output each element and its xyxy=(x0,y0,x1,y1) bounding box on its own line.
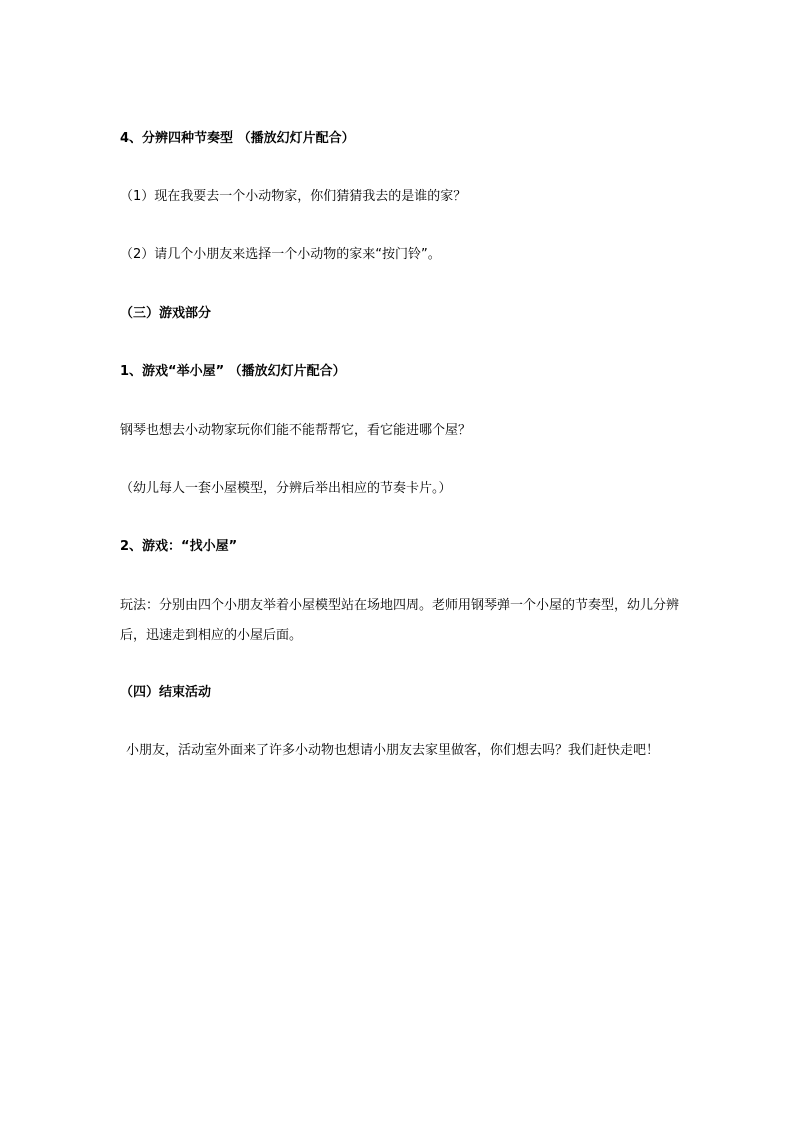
paragraph-piano-visit: 钢琴也想去小动物家玩你们能不能帮帮它，看它能进哪个屋？ xyxy=(120,423,472,438)
section-heading-game-find-house: 2、游戏：“找小屋” xyxy=(120,539,238,554)
section-heading-game-raise-house: 1、游戏“举小屋” （播放幻灯片配合） xyxy=(120,364,346,379)
section-heading-ending-activity: （四）结束活动 xyxy=(120,685,212,700)
paragraph-house-model: （幼儿每人一套小屋模型，分辨后举出相应的节奏卡片。） xyxy=(120,481,452,496)
paragraph-game-rules: 玩法：分别由四个小朋友举着小屋模型站在场地四周。老师用钢琴弹一个小屋的节奏型，幼儿分辨后，迅速走到相应的小屋后面。 xyxy=(120,598,680,643)
paragraph-closing-remarks: 小朋友，活动室外面来了许多小动物也想请小朋友去家里做客，你们想去吗？我们赶快走吧！ xyxy=(126,743,660,758)
section-heading-game-part: （三）游戏部分 xyxy=(120,306,212,321)
section-heading-distinguish-rhythms: 4、分辨四种节奏型 （播放幻灯片配合） xyxy=(120,131,355,146)
paragraph-guess-animal-home: （1）现在我要去一个小动物家，你们猜猜我去的是谁的家？ xyxy=(120,189,467,204)
paragraph-ring-doorbell: （2）请几个小朋友来选择一个小动物的家来“按门铃”。 xyxy=(120,247,441,262)
